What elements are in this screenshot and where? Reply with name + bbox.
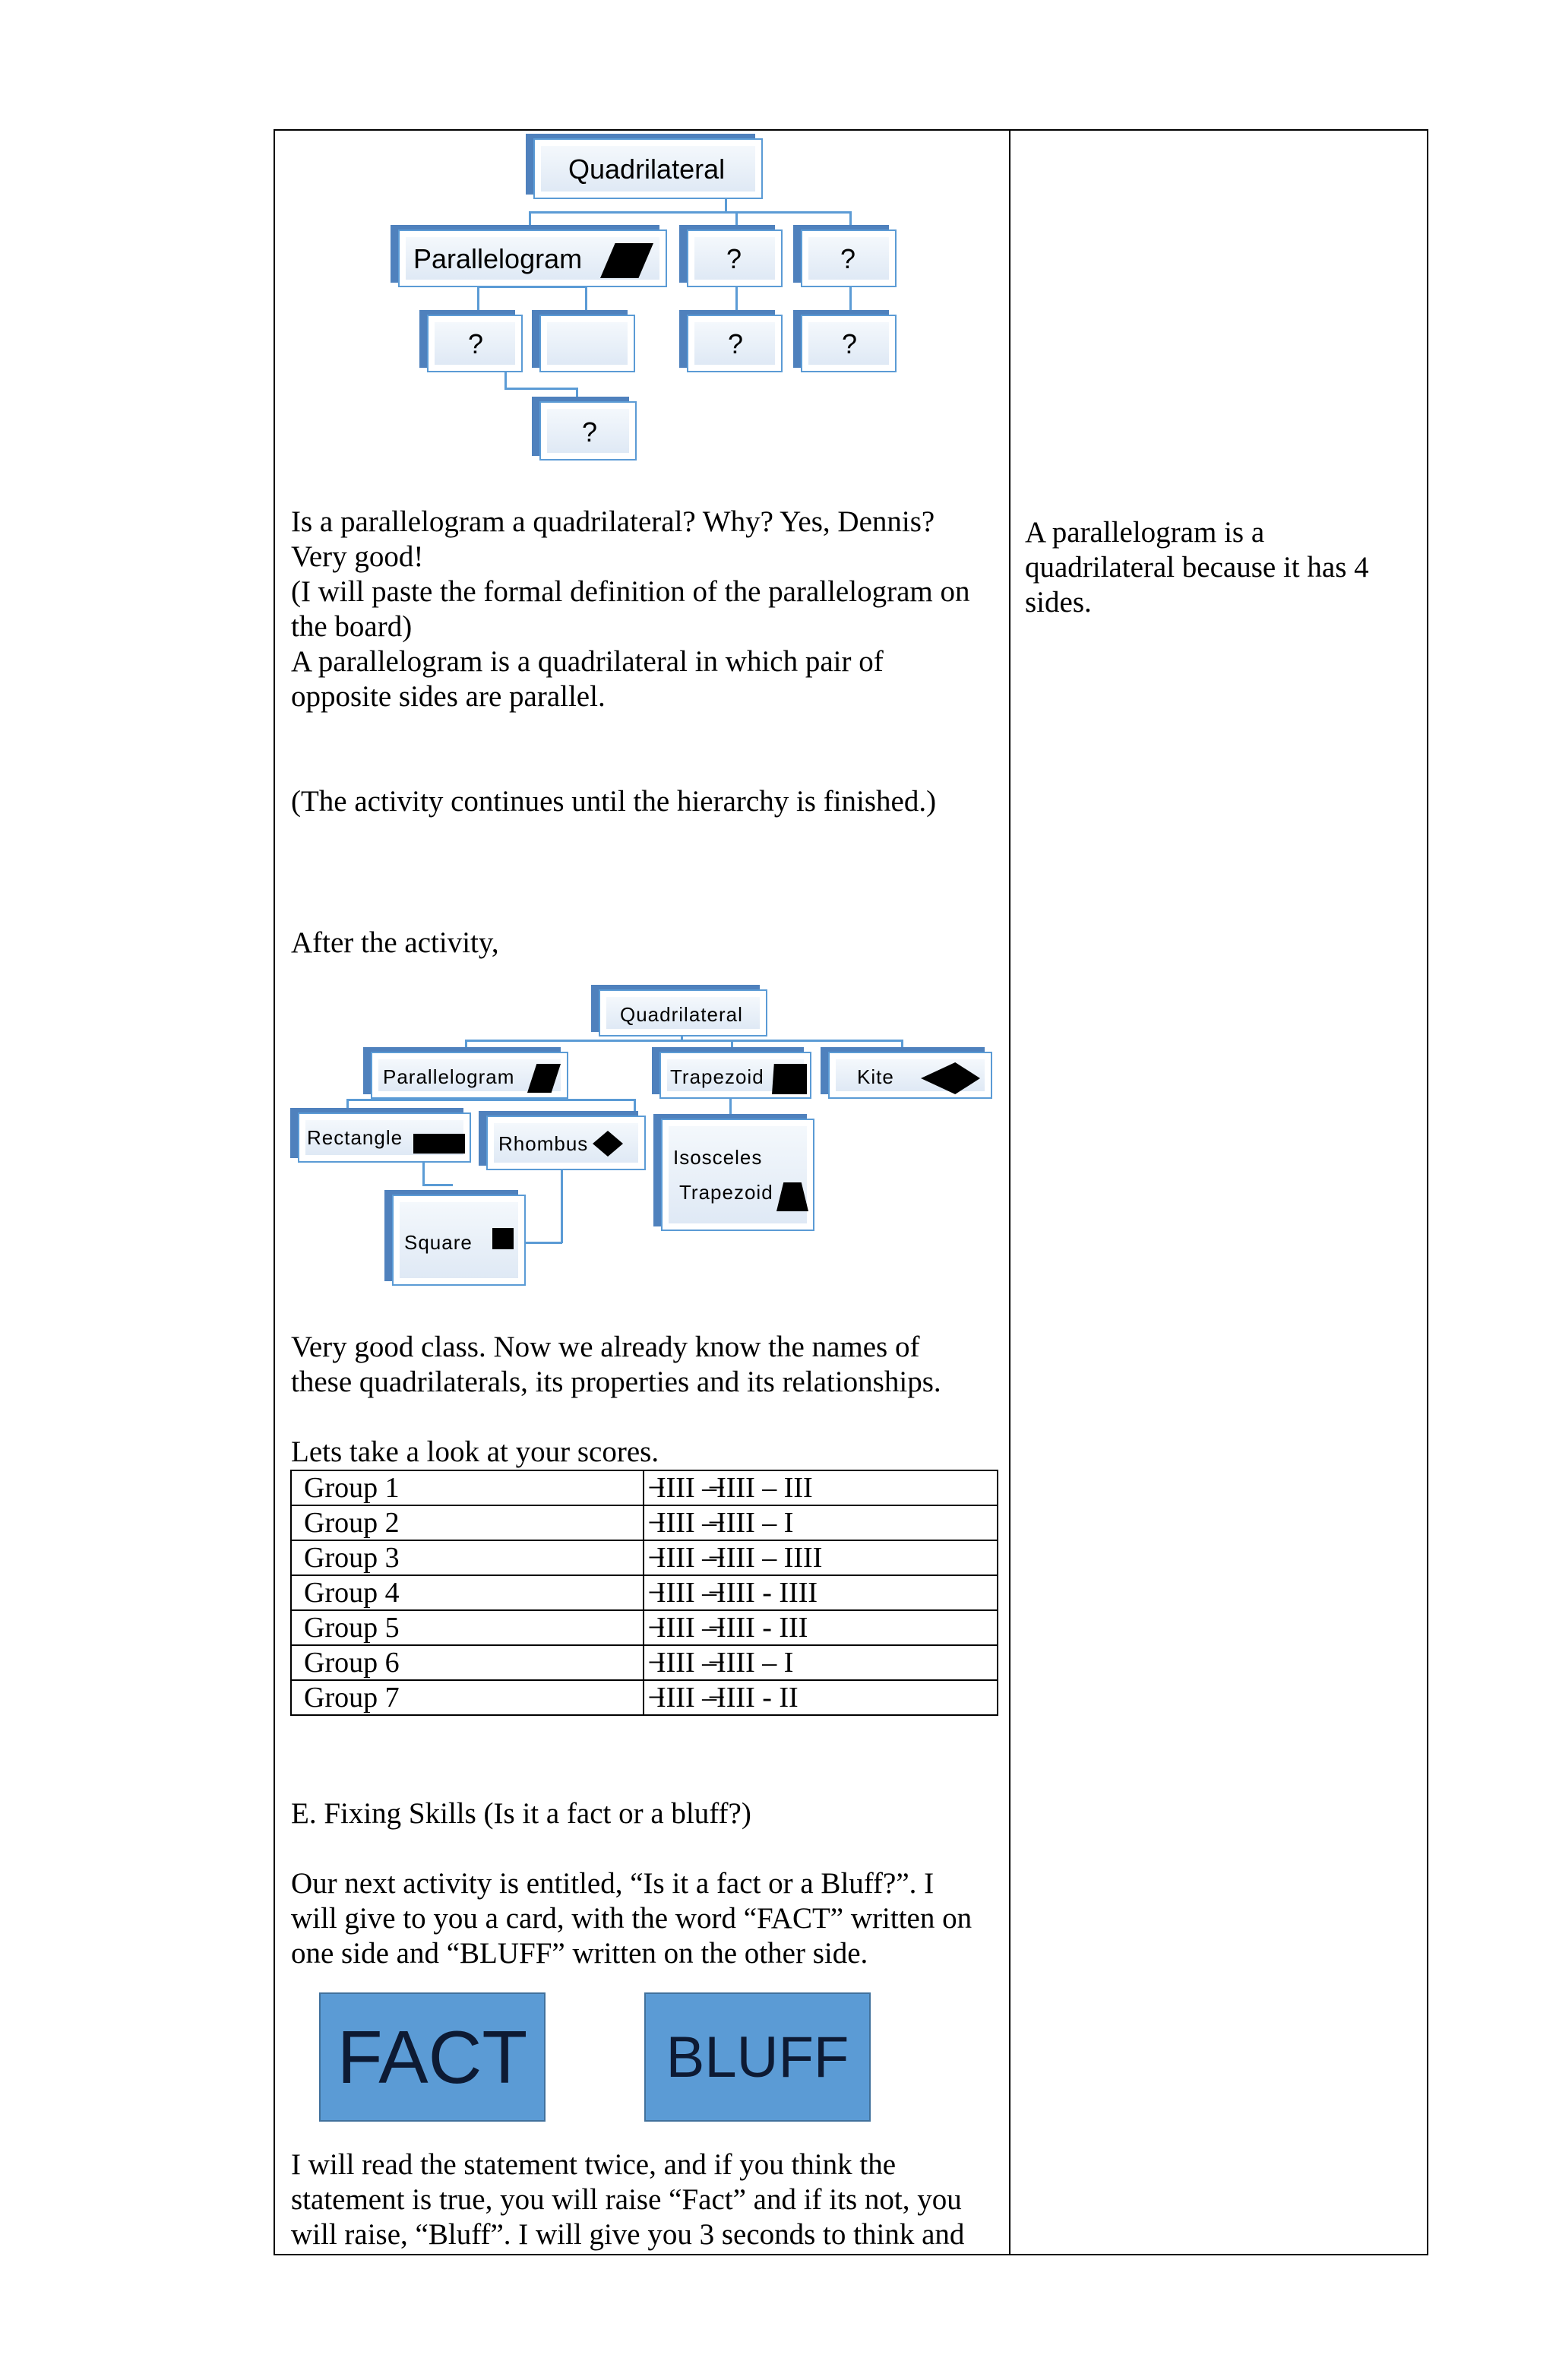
activity-line-2: will give to you a card, with the word “FACT” written on — [291, 1902, 972, 1935]
node-square: Square — [392, 1195, 526, 1286]
node-quadrilateral-2: Quadrilateral — [599, 989, 767, 1037]
score-table — [290, 1470, 998, 1716]
activity-note: (The activity continues until the hierarchy is finished.) — [291, 785, 937, 818]
score-row — [291, 1470, 998, 1505]
node-kite: Kite — [828, 1052, 992, 1099]
score-group: Group 1 — [291, 1470, 644, 1505]
question-line-3: (I will paste the formal definition of the parallelogram on — [291, 575, 970, 608]
node-parallelogram: Parallelogram — [398, 229, 667, 287]
score-row — [291, 1610, 998, 1645]
question-line-5: A parallelogram is a quadrilateral in which pair of — [291, 645, 884, 678]
score-tally: ̶IIII –̶IIII - II — [644, 1680, 998, 1715]
node-rectangle: Rectangle — [298, 1112, 471, 1163]
node-unknown-2: ? — [687, 229, 783, 287]
score-row — [291, 1575, 998, 1610]
column-divider — [1009, 129, 1010, 2255]
node-isosceles-trapezoid: Isosceles Trapezoid — [661, 1119, 814, 1231]
score-tally: ̶IIII –̶IIII – III — [644, 1470, 998, 1505]
activity-line-3: one side and “BLUFF” written on the other side. — [291, 1937, 868, 1970]
score-tally: ̶IIII –̶IIII - III — [644, 1610, 998, 1645]
scores-intro: Lets take a look at your scores. — [291, 1435, 659, 1468]
rectangle-icon — [413, 1134, 465, 1154]
node-blank — [539, 315, 635, 372]
after-activity: After the activity, — [291, 926, 499, 959]
node-unknown-4: ? — [427, 315, 523, 372]
score-group: Group 3 — [291, 1540, 644, 1575]
question-line-1: Is a parallelogram a quadrilateral? Why? Yes, Dennis? — [291, 505, 935, 538]
question-line-6: opposite sides are parallel. — [291, 680, 606, 713]
score-tally: ̶IIII –̶IIII – I — [644, 1505, 998, 1540]
score-group: Group 6 — [291, 1645, 644, 1680]
summary-line-1: Very good class. Now we already know the names of — [291, 1331, 920, 1363]
question-line-2: Very good! — [291, 540, 424, 573]
score-tally: ̶IIII –̶IIII – I — [644, 1645, 998, 1680]
score-row — [291, 1645, 998, 1680]
score-group: Group 2 — [291, 1505, 644, 1540]
answer-line-3: sides. — [1025, 586, 1092, 619]
score-group: Group 4 — [291, 1575, 644, 1610]
node-parallelogram-2: Parallelogram — [371, 1052, 568, 1099]
instruction-line-2: statement is true, you will raise “Fact” and if its not, you — [291, 2183, 962, 2216]
score-tally: ̶IIII –̶IIII - IIII — [644, 1575, 998, 1610]
score-row — [291, 1540, 998, 1575]
node-unknown-6: ? — [801, 315, 897, 372]
summary-line-2: these quadrilaterals, its properties and its relationships. — [291, 1366, 941, 1398]
fact-card: FACT — [319, 1992, 546, 2122]
node-unknown-7: ? — [539, 401, 637, 460]
bluff-card: BLUFF — [644, 1992, 871, 2122]
instruction-line-3: will raise, “Bluff”. I will give you 3 seconds to think and — [291, 2218, 965, 2251]
node-trapezoid: Trapezoid — [659, 1052, 811, 1099]
node-unknown-3: ? — [801, 229, 897, 287]
section-e-heading: E. Fixing Skills (Is it a fact or a bluff?) — [291, 1797, 751, 1830]
question-line-4: the board) — [291, 610, 413, 643]
activity-line-1: Our next activity is entitled, “Is it a fact or a Bluff?”. I — [291, 1867, 935, 1900]
score-row — [291, 1680, 998, 1715]
trapezoid-icon — [772, 1064, 807, 1094]
score-group: Group 5 — [291, 1610, 644, 1645]
node-rhombus: Rhombus — [486, 1116, 646, 1170]
score-row — [291, 1505, 998, 1540]
node-unknown-5: ? — [687, 315, 783, 372]
square-icon — [492, 1228, 514, 1249]
node-quadrilateral: Quadrilateral — [533, 138, 763, 199]
answer-line-2: quadrilateral because it has 4 — [1025, 551, 1369, 584]
score-tally: ̶IIII –̶IIII – IIII — [644, 1540, 998, 1575]
instruction-line-1: I will read the statement twice, and if you think the — [291, 2148, 897, 2181]
answer-line-1: A parallelogram is a — [1025, 516, 1265, 549]
score-group: Group 7 — [291, 1680, 644, 1715]
